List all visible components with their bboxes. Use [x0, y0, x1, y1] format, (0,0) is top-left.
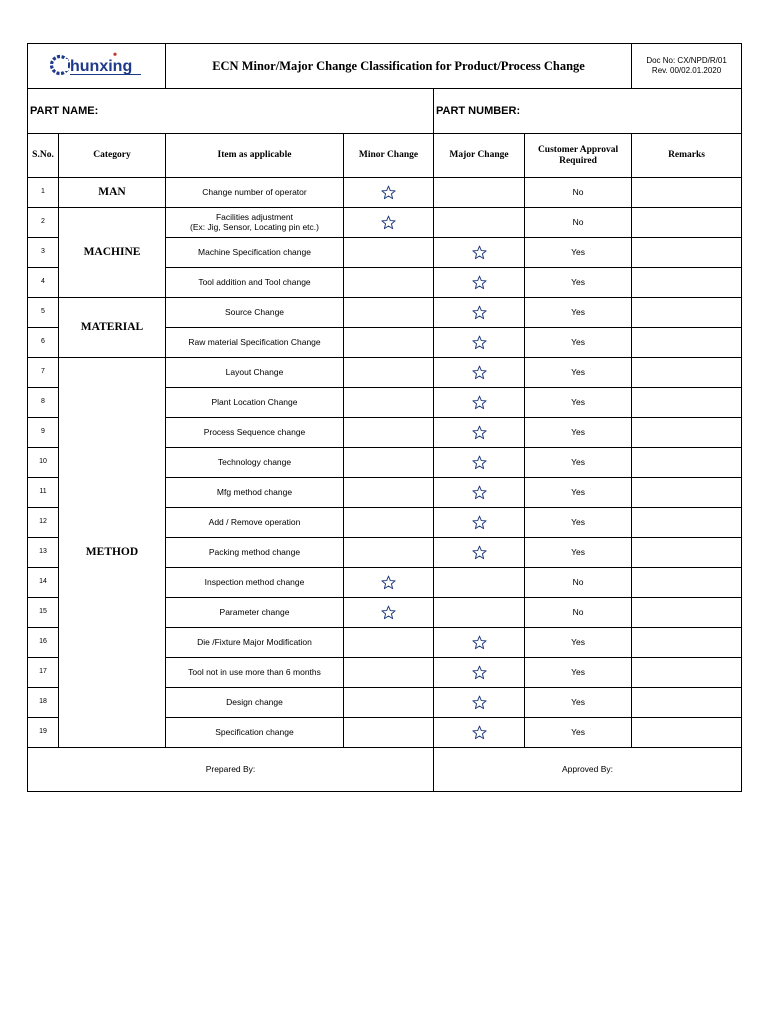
major-change-cell	[434, 238, 525, 268]
row-number: 15	[28, 598, 59, 628]
star-outline-icon	[381, 215, 396, 230]
major-change-cell	[434, 568, 525, 598]
remarks-cell	[632, 688, 742, 718]
remarks-cell	[632, 328, 742, 358]
approval-cell: No	[525, 178, 632, 208]
item-text: Parameter change	[166, 598, 344, 628]
remarks-cell	[632, 388, 742, 418]
table-row	[28, 298, 742, 328]
major-change-cell	[434, 268, 525, 298]
remarks-cell	[632, 478, 742, 508]
approval-cell: Yes	[525, 658, 632, 688]
major-change-cell	[434, 418, 525, 448]
doc-number: Doc No: CX/NPD/R/01	[646, 55, 727, 65]
minor-change-cell	[344, 388, 434, 418]
star-outline-icon	[472, 365, 487, 380]
major-change-cell	[434, 628, 525, 658]
remarks-cell	[632, 418, 742, 448]
major-change-cell	[434, 178, 525, 208]
star-outline-icon	[472, 695, 487, 710]
approval-cell: Yes	[525, 298, 632, 328]
col-header-sno: S.No.	[28, 134, 59, 178]
major-change-cell	[434, 208, 525, 238]
major-change-cell	[434, 298, 525, 328]
approved-by-label: Approved By:	[434, 748, 742, 792]
minor-change-cell	[344, 208, 434, 238]
minor-change-cell	[344, 418, 434, 448]
major-change-cell	[434, 358, 525, 388]
col-header-remarks: Remarks	[632, 134, 742, 178]
header-row	[28, 44, 742, 89]
document-title: ECN Minor/Major Change Classification for Product/Process Change	[166, 44, 632, 89]
remarks-cell	[632, 298, 742, 328]
star-outline-icon	[472, 665, 487, 680]
col-header-minor: Minor Change	[344, 134, 434, 178]
minor-change-cell	[344, 238, 434, 268]
col-header-approval: Customer Approval Required	[525, 134, 632, 178]
signature-row	[28, 748, 742, 792]
approval-cell: Yes	[525, 538, 632, 568]
approval-cell: Yes	[525, 718, 632, 748]
minor-change-cell	[344, 178, 434, 208]
category-material: MATERIAL	[59, 298, 166, 358]
remarks-cell	[632, 208, 742, 238]
item-text: Tool addition and Tool change	[166, 268, 344, 298]
approval-cell: Yes	[525, 358, 632, 388]
approval-cell: Yes	[525, 238, 632, 268]
major-change-cell	[434, 658, 525, 688]
row-number: 1	[28, 178, 59, 208]
row-number: 13	[28, 538, 59, 568]
minor-change-cell	[344, 598, 434, 628]
star-outline-icon	[472, 395, 487, 410]
item-text: Specification change	[166, 718, 344, 748]
approval-cell: Yes	[525, 388, 632, 418]
item-text: Plant Location Change	[166, 388, 344, 418]
approval-cell: Yes	[525, 268, 632, 298]
major-change-cell	[434, 508, 525, 538]
approval-cell: Yes	[525, 448, 632, 478]
row-number: 9	[28, 418, 59, 448]
ecn-table	[27, 43, 742, 792]
star-outline-icon	[472, 245, 487, 260]
item-text: Machine Specification change	[166, 238, 344, 268]
ecn-classification-sheet	[27, 43, 741, 792]
star-outline-icon	[381, 605, 396, 620]
minor-change-cell	[344, 628, 434, 658]
remarks-cell	[632, 178, 742, 208]
row-number: 17	[28, 658, 59, 688]
part-row	[28, 89, 742, 134]
item-text: Add / Remove operation	[166, 508, 344, 538]
star-outline-icon	[472, 545, 487, 560]
major-change-cell	[434, 598, 525, 628]
item-text: Design change	[166, 688, 344, 718]
approval-cell: Yes	[525, 688, 632, 718]
remarks-cell	[632, 538, 742, 568]
star-outline-icon	[472, 425, 487, 440]
remarks-cell	[632, 598, 742, 628]
row-number: 3	[28, 238, 59, 268]
item-text: Process Sequence change	[166, 418, 344, 448]
star-outline-icon	[472, 305, 487, 320]
item-text: Layout Change	[166, 358, 344, 388]
row-number: 19	[28, 718, 59, 748]
item-text: Source Change	[166, 298, 344, 328]
item-text: Mfg method change	[166, 478, 344, 508]
major-change-cell	[434, 688, 525, 718]
minor-change-cell	[344, 718, 434, 748]
approval-cell: No	[525, 568, 632, 598]
item-text: Inspection method change	[166, 568, 344, 598]
remarks-cell	[632, 718, 742, 748]
minor-change-cell	[344, 688, 434, 718]
row-number: 14	[28, 568, 59, 598]
table-row	[28, 358, 742, 388]
row-number: 18	[28, 688, 59, 718]
star-outline-icon	[472, 515, 487, 530]
remarks-cell	[632, 358, 742, 388]
row-number: 6	[28, 328, 59, 358]
col-header-category: Category	[59, 134, 166, 178]
column-header-row	[28, 134, 742, 178]
minor-change-cell	[344, 568, 434, 598]
minor-change-cell	[344, 448, 434, 478]
item-text: Technology change	[166, 448, 344, 478]
doc-revision: Rev. 00/02.01.2020	[651, 66, 722, 75]
major-change-cell	[434, 718, 525, 748]
approval-cell: Yes	[525, 478, 632, 508]
star-outline-icon	[381, 575, 396, 590]
item-text: Change number of operator	[166, 178, 344, 208]
row-number: 10	[28, 448, 59, 478]
company-logo	[49, 51, 145, 79]
item-text: Die /Fixture Major Modification	[166, 628, 344, 658]
category-method: METHOD	[59, 358, 166, 748]
approval-cell: No	[525, 208, 632, 238]
remarks-cell	[632, 508, 742, 538]
category-machine: MACHINE	[59, 208, 166, 298]
star-outline-icon	[472, 275, 487, 290]
table-row	[28, 208, 742, 238]
row-number: 5	[28, 298, 59, 328]
logo-text: hunxing	[69, 57, 132, 75]
approval-cell: Yes	[525, 418, 632, 448]
star-outline-icon	[472, 485, 487, 500]
star-outline-icon	[472, 635, 487, 650]
row-number: 4	[28, 268, 59, 298]
major-change-cell	[434, 478, 525, 508]
star-outline-icon	[381, 185, 396, 200]
prepared-by-label: Prepared By:	[28, 748, 434, 792]
remarks-cell	[632, 238, 742, 268]
approval-cell: Yes	[525, 328, 632, 358]
col-header-item: Item as applicable	[166, 134, 344, 178]
table-row	[28, 178, 742, 208]
category-man: MAN	[59, 178, 166, 208]
major-change-cell	[434, 388, 525, 418]
star-outline-icon	[472, 455, 487, 470]
col-header-major: Major Change	[434, 134, 525, 178]
major-change-cell	[434, 328, 525, 358]
minor-change-cell	[344, 478, 434, 508]
remarks-cell	[632, 628, 742, 658]
major-change-cell	[434, 448, 525, 478]
approval-cell: No	[525, 598, 632, 628]
remarks-cell	[632, 448, 742, 478]
remarks-cell	[632, 568, 742, 598]
row-number: 16	[28, 628, 59, 658]
star-outline-icon	[472, 335, 487, 350]
minor-change-cell	[344, 538, 434, 568]
major-change-cell	[434, 538, 525, 568]
doc-info	[632, 44, 742, 89]
item-text: Packing method change	[166, 538, 344, 568]
remarks-cell	[632, 268, 742, 298]
row-number: 8	[28, 388, 59, 418]
item-text: Tool not in use more than 6 months	[166, 658, 344, 688]
item-text: Raw material Specification Change	[166, 328, 344, 358]
minor-change-cell	[344, 508, 434, 538]
item-text: Facilities adjustment (Ex: Jig, Sensor, Locating pin etc.)	[166, 208, 344, 238]
minor-change-cell	[344, 658, 434, 688]
approval-cell: Yes	[525, 508, 632, 538]
row-number: 11	[28, 478, 59, 508]
minor-change-cell	[344, 298, 434, 328]
row-number: 2	[28, 208, 59, 238]
minor-change-cell	[344, 358, 434, 388]
minor-change-cell	[344, 328, 434, 358]
row-number: 7	[28, 358, 59, 388]
part-name-label: PART NAME:	[28, 89, 434, 134]
approval-cell: Yes	[525, 628, 632, 658]
remarks-cell	[632, 658, 742, 688]
logo-cell	[28, 44, 166, 89]
part-number-label: PART NUMBER:	[434, 89, 742, 134]
minor-change-cell	[344, 268, 434, 298]
star-outline-icon	[472, 725, 487, 740]
row-number: 12	[28, 508, 59, 538]
